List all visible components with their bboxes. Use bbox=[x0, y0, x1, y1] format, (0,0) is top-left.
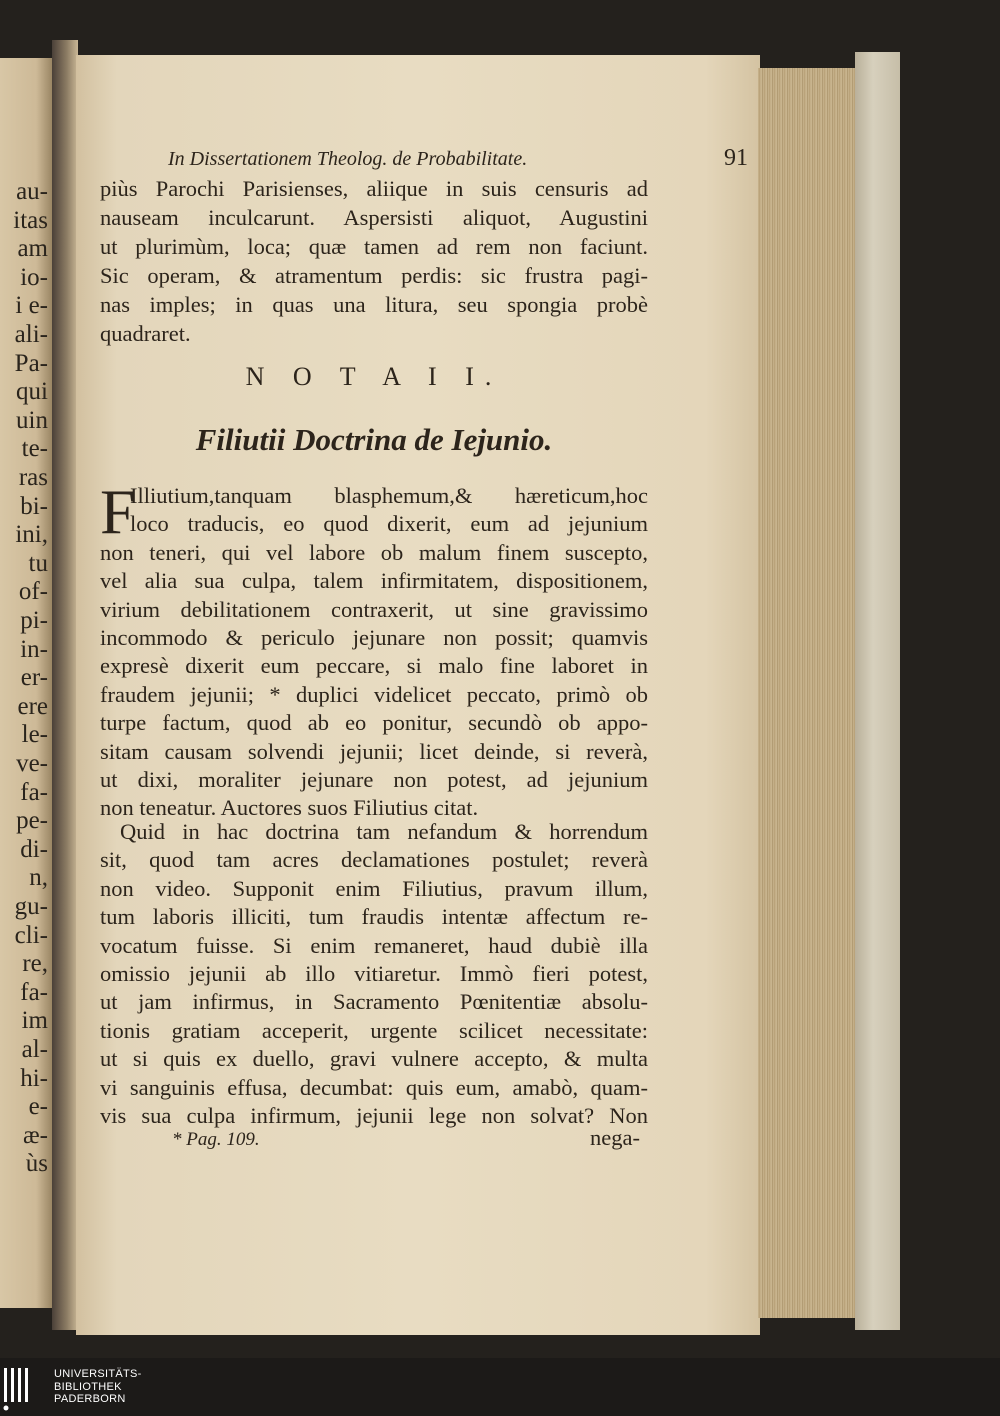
text-line: ut plurimùm, loca; quæ tamen ad rem non faciunt. bbox=[100, 234, 648, 259]
page-number: 91 bbox=[724, 145, 748, 171]
page-edges bbox=[758, 68, 858, 1318]
text-line: virium debilitationem contraxerit, ut sine gravissimo bbox=[100, 596, 648, 622]
left-page-text-fragment: ve- bbox=[16, 750, 48, 777]
header-title: In Dissertationem Theolog. de Probabilitate. bbox=[168, 148, 528, 170]
text-line: non teneatur. Auctores suos Filiutius citat. bbox=[100, 795, 479, 821]
text-line: vis sua culpa infirmum, jejunii lege non solvat? Non bbox=[100, 1103, 648, 1128]
text-line: Illiutium,tanquam blasphemum,& hæreticum,hoc bbox=[130, 483, 648, 508]
left-page-text-fragment: im bbox=[21, 1007, 48, 1035]
library-logo-icon bbox=[0, 1362, 50, 1412]
text-line: tum laboris illiciti, tum fraudis intentæ affectum re- bbox=[100, 904, 648, 930]
text-line: non teneri, qui vel labore ob malum finem suscepto, bbox=[100, 539, 648, 565]
left-page-text-fragment: e- bbox=[28, 1093, 48, 1121]
logo-line-3: PADERBORN bbox=[54, 1393, 126, 1406]
left-page-text-fragment: er- bbox=[20, 664, 48, 692]
left-page-text-fragment: uin bbox=[16, 406, 48, 434]
text-line: incommodo & periculo jejunare non possit; quamvis bbox=[100, 625, 648, 650]
text-line: Sic operam, & atramentum perdis: sic frustra pagi- bbox=[100, 263, 648, 288]
left-page-text-fragment: tu bbox=[28, 549, 48, 577]
left-page-text-fragment: ùs bbox=[25, 1150, 48, 1178]
catchword: nega- bbox=[590, 1125, 640, 1150]
left-page-text-fragment: ali- bbox=[14, 321, 48, 348]
footnote: * Pag. 109. bbox=[172, 1129, 260, 1150]
left-page-text-fragment: bi- bbox=[20, 492, 48, 520]
left-page-text-fragment: di- bbox=[20, 835, 48, 863]
left-page-text-fragment: re, bbox=[22, 950, 48, 978]
text-line: sitam causam solvendi jejunii; licet deinde, si reverà, bbox=[100, 738, 648, 764]
left-page-text-fragment: in- bbox=[20, 635, 48, 663]
left-page-text-fragment: hi- bbox=[20, 1064, 48, 1092]
text-line: nauseam inculcarunt. Aspersisti aliquot, Augustini bbox=[100, 205, 648, 230]
left-page-text-fragment: am bbox=[17, 235, 48, 263]
left-page-text-fragment: io- bbox=[20, 263, 48, 291]
left-page-fragment bbox=[0, 58, 52, 1308]
drop-cap: F bbox=[100, 476, 136, 547]
left-page-text-fragment: pi- bbox=[20, 607, 48, 634]
text-line: fraudem jejunii; * duplici videlicet peccato, primò ob bbox=[100, 681, 648, 707]
left-page-text-fragment: Pa- bbox=[14, 349, 48, 377]
text-line: vel alia sua culpa, talem infirmitatem, dispositionem, bbox=[100, 568, 648, 594]
text-line: vocatum fuisse. Si enim remaneret, haud dubiè illa bbox=[100, 932, 648, 958]
text-line: non video. Supponit enim Filiutius, pravum illum, bbox=[100, 875, 648, 901]
left-page-text-fragment: ini, bbox=[15, 521, 48, 549]
text-line: tionis gratiam acceperit, urgente scilicet necessitate: bbox=[100, 1017, 648, 1043]
text-line: ut jam infirmus, in Sacramento Pœnitentiæ absolu- bbox=[100, 989, 648, 1015]
left-page-text-fragment: fa- bbox=[20, 978, 48, 1006]
nota-heading: N O T A I I. bbox=[245, 362, 503, 391]
text-line: omissio jejunii ab illo vitiaretur. Immò fieri potest, bbox=[100, 961, 648, 986]
left-page-text-fragment: cli- bbox=[14, 921, 48, 949]
book-gutter bbox=[52, 40, 78, 1330]
running-header bbox=[168, 145, 748, 172]
left-page-text-fragment: ras bbox=[18, 464, 48, 491]
text-line: Quid in hac doctrina tam nefandum & horrendum bbox=[120, 819, 648, 844]
logo-line-2: BIBLIOTHEK bbox=[54, 1380, 122, 1393]
left-page-text-fragment: æ- bbox=[23, 1121, 48, 1149]
left-page-text-fragment: ere bbox=[17, 692, 48, 720]
left-page-text-fragment: itas bbox=[13, 206, 48, 234]
text-line: sit, quod tam acres declamationes postulet; reverà bbox=[100, 847, 648, 873]
text-line: quadraret. bbox=[100, 321, 191, 346]
text-line: vi sanguinis effusa, decumbat: quis eum, amabò, quam- bbox=[100, 1074, 648, 1100]
text-line: turpe factum, quod ab eo ponitur, secundò ob appo- bbox=[100, 710, 648, 736]
logo-line-1: UNIVERSITÄTS- bbox=[54, 1368, 142, 1381]
left-page-text-fragment: fa- bbox=[20, 778, 48, 806]
left-page-text-fragment: of- bbox=[18, 578, 48, 606]
library-logo-text bbox=[54, 1368, 142, 1406]
text-line: ut si quis ex duello, gravi vulnere accepto, & multa bbox=[100, 1046, 648, 1072]
left-page-text-fragment: i e- bbox=[15, 292, 48, 320]
left-page-text-fragment: au- bbox=[16, 178, 48, 205]
text-line: nas imples; in quas una litura, seu spongia probè bbox=[100, 292, 648, 317]
library-logo bbox=[0, 1362, 142, 1412]
left-page-text-fragment: pe- bbox=[16, 807, 48, 835]
left-page-text-fragment: le- bbox=[21, 721, 48, 749]
left-page-text-fragment: n, bbox=[29, 864, 48, 892]
section-title: Filiutii Doctrina de Iejunio. bbox=[195, 422, 553, 457]
text-line: expresè dixerit eum peccare, si malo fine laboret in bbox=[100, 653, 648, 679]
text-line: piùs Parochi Parisienses, aliique in suis censuris ad bbox=[100, 176, 648, 201]
left-page-text-fragment: gu- bbox=[14, 893, 48, 920]
left-page-text-fragment: qui bbox=[16, 378, 48, 406]
book-cover-edge bbox=[855, 52, 900, 1330]
left-page-text-fragment: al- bbox=[21, 1036, 48, 1063]
left-page-text-fragment: te- bbox=[21, 435, 48, 463]
text-line: loco traducis, eo quod dixerit, eum ad jejunium bbox=[130, 511, 648, 537]
text-line: ut dixi, moraliter jejunare non potest, ad jejunium bbox=[100, 767, 648, 792]
